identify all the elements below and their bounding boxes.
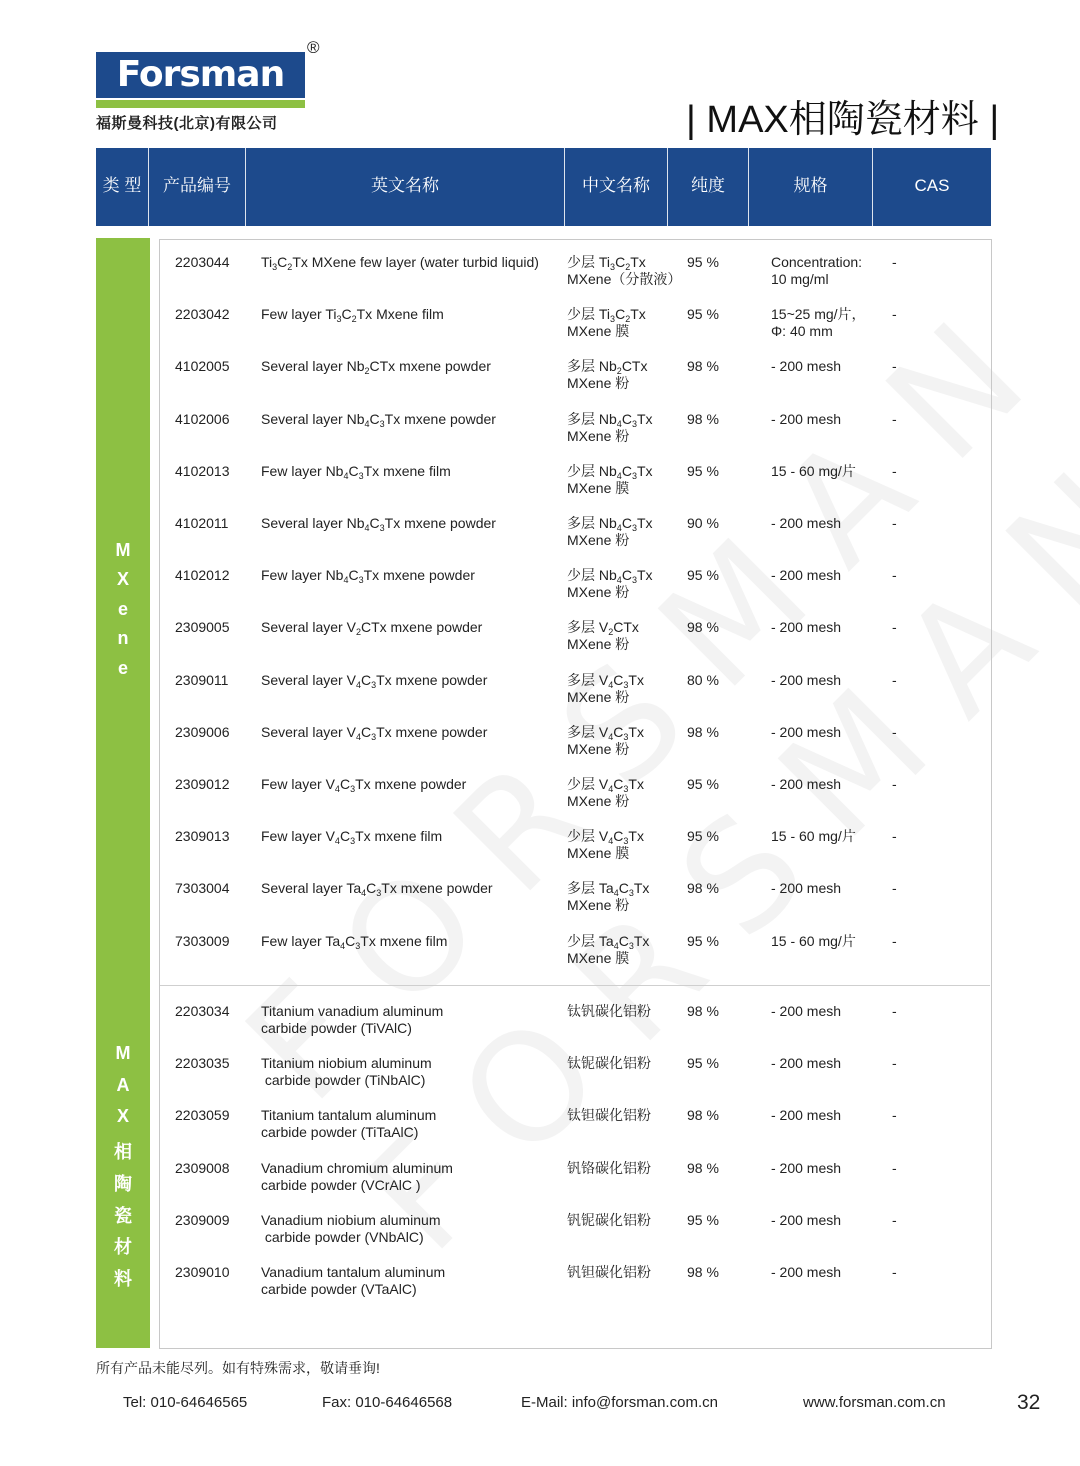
purity: 98 % xyxy=(687,1107,719,1124)
footer-note: 所有产品未能尽列。如有特殊需求，敬请垂询! xyxy=(96,1360,380,1376)
chinese-name: 多层 $Nb_2CTx$ MXene 粉 xyxy=(567,358,648,392)
purity: 98 % xyxy=(687,880,719,897)
chinese-name: 钒铌碳化铝粉 xyxy=(567,1211,651,1228)
category-letter: 瓷 xyxy=(114,1206,132,1226)
page-title: | MAX相陶瓷材料 | xyxy=(686,99,1000,141)
cas-number: - xyxy=(892,515,897,531)
product-code: 2203042 xyxy=(175,306,230,323)
spec: - 200 mesh xyxy=(771,619,842,636)
chinese-name: 多层 $Nb_4C_3Tx$ MXene 粉 xyxy=(567,410,653,444)
cas-number: - xyxy=(892,1055,897,1072)
spec: 15 - 60 mg/片 xyxy=(771,462,856,479)
table-row xyxy=(0,724,1080,776)
header-english-name: 英文名称 xyxy=(371,176,439,195)
product-code: 2203059 xyxy=(175,1107,230,1124)
chinese-name: 多层 $V_4C_3Tx$ MXene 粉 xyxy=(567,723,644,757)
table-row xyxy=(0,1160,1080,1212)
purity: 98 % xyxy=(687,410,719,427)
table-row xyxy=(0,254,1080,306)
purity: 80 % xyxy=(687,671,719,688)
table-row xyxy=(0,567,1080,619)
logo-underline xyxy=(96,100,305,108)
product-code: 2203044 xyxy=(175,254,230,270)
category-letter: 料 xyxy=(114,1269,132,1289)
cas-number: - xyxy=(892,1211,897,1228)
purity: 95 % xyxy=(687,932,719,949)
cas-number: - xyxy=(892,1003,897,1019)
chinese-name: 少层 $Nb_4C_3Tx$ MXene 膜 xyxy=(567,462,653,496)
chinese-name: 少层 $V_4C_3Tx$ MXene 膜 xyxy=(567,828,644,862)
category-letter: M xyxy=(115,540,131,560)
product-code: 2309009 xyxy=(175,1211,230,1228)
cas-number: - xyxy=(892,619,897,636)
section-divider xyxy=(160,985,990,986)
category-letter: 相 xyxy=(114,1142,132,1162)
english-name: Few layer $Ta_4C_3Tx$ mxene film xyxy=(261,932,448,951)
table-row xyxy=(0,933,1080,985)
table-row xyxy=(0,619,1080,671)
chinese-name: 钒钽碳化铝粉 xyxy=(567,1264,651,1280)
category-letter: X xyxy=(116,1106,129,1126)
spec: - 200 mesh xyxy=(771,1211,842,1228)
product-code: 2309010 xyxy=(175,1264,230,1280)
english-name: Titanium niobium aluminum carbide powder (TiNbAlC) xyxy=(261,1055,432,1089)
chinese-name: 少层 $Ta_4C_3Tx$ MXene 膜 xyxy=(567,932,650,966)
registered-mark: ® xyxy=(307,38,320,57)
purity: 95 % xyxy=(687,828,719,845)
english-name: Vanadium chromium aluminum carbide powder (VCrAlC ) xyxy=(261,1159,453,1193)
header-code: 产品编号 xyxy=(163,176,231,195)
cas-number: - xyxy=(892,776,897,792)
company-name: 福斯曼科技(北京)有限公司 xyxy=(96,115,278,132)
english-name: Several layer $V_4C_3Tx$ mxene powder xyxy=(261,723,488,742)
category-letter: X xyxy=(116,569,129,589)
cas-number: - xyxy=(892,671,897,688)
purity: 95 % xyxy=(687,1211,719,1228)
chinese-name: 多层 $Ta_4C_3Tx$ MXene 粉 xyxy=(567,880,650,914)
product-code: 2309013 xyxy=(175,828,230,845)
purity: 98 % xyxy=(687,1264,719,1280)
category-letter: n xyxy=(117,628,129,648)
footer-fax: Fax: 010-64646568 xyxy=(322,1394,453,1411)
spec: - 200 mesh xyxy=(771,776,842,792)
chinese-name: 多层 $V_4C_3Tx$ MXene 粉 xyxy=(567,671,644,705)
product-code: 7303004 xyxy=(175,880,230,897)
spec: - 200 mesh xyxy=(771,410,842,427)
cas-number: - xyxy=(892,880,897,897)
spec: Concentration: 10 mg/ml xyxy=(771,254,863,287)
header-cas: CAS xyxy=(914,176,950,195)
chinese-name: 钛钒碳化铝粉 xyxy=(567,1003,651,1019)
chinese-name: 钛铌碳化铝粉 xyxy=(567,1055,651,1072)
english-name: Few layer $V_4C_3Tx$ mxene powder xyxy=(261,776,467,794)
spec: - 200 mesh xyxy=(771,723,842,740)
purity: 95 % xyxy=(687,254,719,270)
spec: 15~25 mg/片， Φ: 40 mm xyxy=(771,306,866,340)
spec: - 200 mesh xyxy=(771,1055,842,1072)
english-name: Few layer $Nb_4C_3Tx$ mxene powder xyxy=(261,567,475,586)
chinese-name: 少层 $V_4C_3Tx$ MXene 粉 xyxy=(567,776,644,809)
english-name: Several layer $V_2CTx$ mxene powder xyxy=(261,619,483,638)
spec: - 200 mesh xyxy=(771,358,842,375)
purity: 95 % xyxy=(687,776,719,792)
cas-number: - xyxy=(892,1159,897,1176)
category-letter: 陶 xyxy=(114,1174,132,1194)
footer-email[interactable]: E-Mail: info@forsman.com.cn xyxy=(521,1394,718,1411)
english-name: Few layer $Ti_3C_2Tx$ Mxene film xyxy=(261,306,444,325)
cas-number: - xyxy=(892,410,897,427)
table-row xyxy=(0,306,1080,358)
chinese-name: 少层 $Nb_4C_3Tx$ MXene 粉 xyxy=(567,567,653,601)
chinese-name: 少层 $Ti_3C_2Tx$ MXene（分散液） xyxy=(567,254,682,287)
spec: - 200 mesh xyxy=(771,1003,842,1019)
table-row xyxy=(0,411,1080,463)
spec: - 200 mesh xyxy=(771,515,842,531)
english-name: Titanium tantalum aluminum carbide powder (TiTaAlC) xyxy=(261,1107,437,1141)
footer-website[interactable]: www.forsman.com.cn xyxy=(803,1394,946,1411)
header-spec: 规格 xyxy=(793,176,828,195)
english-name: Vanadium niobium aluminum carbide powder (VNbAlC) xyxy=(261,1211,441,1245)
spec: 15 - 60 mg/片 xyxy=(771,932,856,949)
english-name: $Ti_3C_2Tx$ MXene few layer (water turbid liquid) xyxy=(261,254,539,272)
cas-number: - xyxy=(892,932,897,949)
purity: 95 % xyxy=(687,567,719,584)
cas-number: - xyxy=(892,723,897,740)
english-name: Several layer $Nb_2CTx$ mxene powder xyxy=(261,358,491,377)
footer-tel: Tel: 010-64646565 xyxy=(123,1394,248,1411)
english-name: Few layer $Nb_4C_3Tx$ mxene film xyxy=(261,462,451,481)
table-row xyxy=(0,515,1080,567)
table-row xyxy=(0,1003,1080,1055)
category-letter: 材 xyxy=(114,1237,132,1257)
table-row xyxy=(0,463,1080,515)
cas-number: - xyxy=(892,358,897,375)
product-code: 2203034 xyxy=(175,1003,230,1019)
chinese-name: 多层 $V_2CTx$ MXene 粉 xyxy=(567,619,639,653)
table-row xyxy=(0,1212,1080,1264)
spec: - 200 mesh xyxy=(771,567,842,584)
page-number: 32 xyxy=(1017,1391,1041,1414)
category-letter: M xyxy=(115,1043,131,1063)
product-code: 4102012 xyxy=(175,567,230,584)
chinese-name: 少层 $Ti_3C_2Tx$ MXene 膜 xyxy=(567,306,646,340)
purity: 95 % xyxy=(687,462,719,479)
purity: 98 % xyxy=(687,358,719,375)
cas-number: - xyxy=(892,462,897,479)
table-row xyxy=(0,1107,1080,1159)
spec: - 200 mesh xyxy=(771,671,842,688)
product-code: 2309011 xyxy=(175,671,229,688)
chinese-name: 钛钽碳化铝粉 xyxy=(567,1107,651,1124)
product-code: 4102013 xyxy=(175,462,230,479)
table-row xyxy=(0,1264,1080,1316)
product-code: 2309006 xyxy=(175,723,230,740)
header-purity: 纯度 xyxy=(691,176,725,195)
english-name: Several layer $Nb_4C_3Tx$ mxene powder xyxy=(261,410,496,429)
header-chinese-name: 中文名称 xyxy=(582,176,650,195)
table-row xyxy=(0,672,1080,724)
product-code: 4102011 xyxy=(175,515,229,531)
spec: - 200 mesh xyxy=(771,880,842,897)
english-name: Several layer $Nb_4C_3Tx$ mxene powder xyxy=(261,515,496,533)
product-code: 7303009 xyxy=(175,932,230,949)
header-type: 类 型 xyxy=(102,176,142,195)
table-row xyxy=(0,776,1080,828)
table-row xyxy=(0,880,1080,932)
purity: 95 % xyxy=(687,1055,719,1072)
table-header xyxy=(96,148,991,226)
chinese-name: 钒铬碳化铝粉 xyxy=(567,1159,651,1176)
spec: 15 - 60 mg/片 xyxy=(771,828,856,845)
category-letter: e xyxy=(117,599,128,619)
product-code: 2309008 xyxy=(175,1159,230,1176)
cas-number: - xyxy=(892,306,897,323)
purity: 95 % xyxy=(687,306,719,323)
product-code: 4102006 xyxy=(175,410,230,427)
purity: 90 % xyxy=(687,515,719,531)
spec: - 200 mesh xyxy=(771,1159,842,1176)
product-code: 4102005 xyxy=(175,358,230,375)
purity: 98 % xyxy=(687,723,719,740)
product-code: 2309012 xyxy=(175,776,230,792)
cas-number: - xyxy=(892,828,897,845)
table-row xyxy=(0,1055,1080,1107)
english-name: Vanadium tantalum aluminum carbide powder (VTaAlC) xyxy=(261,1264,446,1297)
product-code: 2309005 xyxy=(175,619,230,636)
product-code: 2203035 xyxy=(175,1055,230,1072)
english-name: Few layer $V_4C_3Tx$ mxene film xyxy=(261,828,443,847)
english-name: Several layer $Ta_4C_3Tx$ mxene powder xyxy=(261,880,493,899)
cas-number: - xyxy=(892,567,897,584)
purity: 98 % xyxy=(687,1003,719,1019)
english-name: Titanium vanadium aluminum carbide powder (TiVAlC) xyxy=(261,1003,444,1036)
category-letter: e xyxy=(117,658,128,678)
spec: - 200 mesh xyxy=(771,1107,842,1124)
table-row xyxy=(0,358,1080,410)
purity: 98 % xyxy=(687,1159,719,1176)
spec: - 200 mesh xyxy=(771,1264,842,1280)
english-name: Several layer $V_4C_3Tx$ mxene powder xyxy=(261,671,488,690)
cas-number: - xyxy=(892,1264,897,1280)
category-letter: A xyxy=(116,1075,130,1095)
purity: 98 % xyxy=(687,619,719,636)
chinese-name: 多层 $Nb_4C_3Tx$ MXene 粉 xyxy=(567,515,653,548)
cas-number: - xyxy=(892,254,897,270)
table-row xyxy=(0,828,1080,880)
cas-number: - xyxy=(892,1107,897,1124)
brand-logo: Forsman xyxy=(96,52,305,98)
